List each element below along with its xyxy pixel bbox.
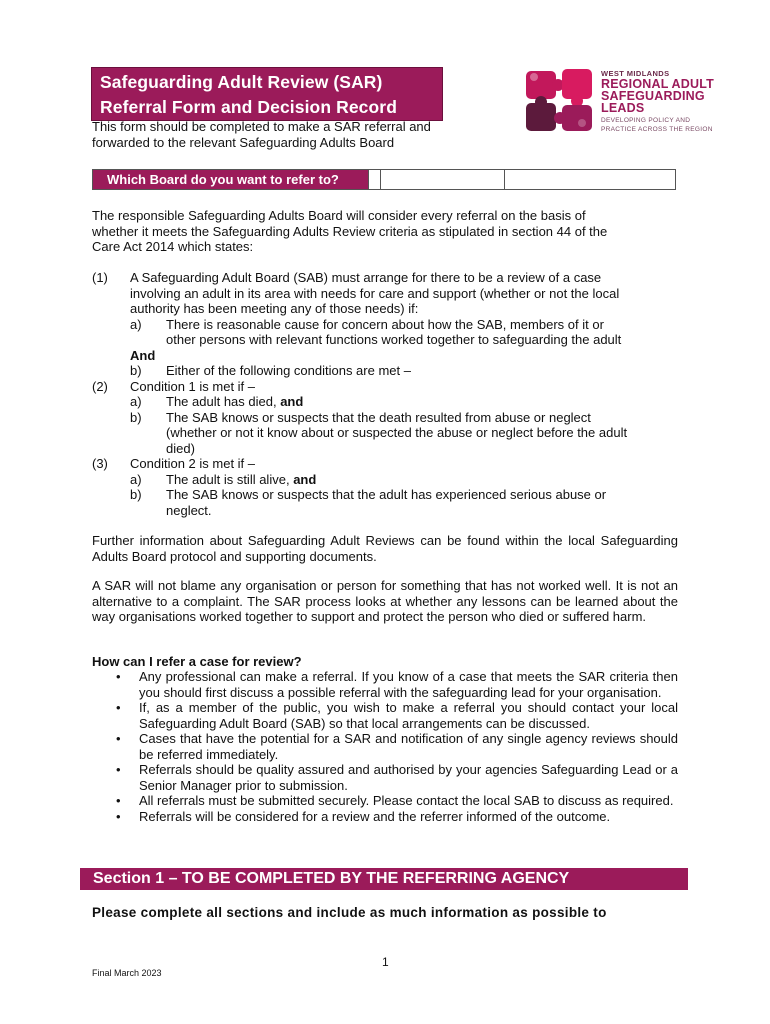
further-info-paragraph: Further information about Safeguarding Adult Reviews can be found within the local Safeguarding Adults Board protocol and supporting documents. bbox=[92, 533, 678, 564]
criteria-1a-marker: a) bbox=[130, 316, 142, 332]
criteria-1a-line2: other persons with relevant functions worked together to safeguarding the adult bbox=[166, 332, 622, 347]
document-title-line2: Referral Form and Decision Record bbox=[100, 97, 397, 117]
criteria-intro-line1: The responsible Safeguarding Adults Board will consider every referral on the basis of bbox=[92, 208, 586, 223]
criteria-2a-and: and bbox=[280, 394, 304, 409]
list-item bbox=[116, 809, 678, 825]
section-1-instruction: Please complete all sections and include as much information as possible to bbox=[92, 905, 607, 920]
criteria-1-line3: authority has been meeting any of those needs) if: bbox=[130, 301, 419, 316]
criteria-3-line1: Condition 2 is met if – bbox=[130, 456, 256, 471]
criteria-3a-and: and bbox=[293, 471, 317, 487]
bullet-text: All referrals must be submitted securely. Please contact the local SAB to discuss as required. bbox=[139, 793, 674, 808]
criteria-number-3: (3) bbox=[92, 456, 108, 471]
criteria-2a-text: The adult has died, bbox=[166, 394, 277, 409]
bullet-text: Referrals should be quality assured and authorised by your agencies Safeguarding Lead or a Senior Manager prior to submission. bbox=[139, 762, 678, 793]
criteria-2a-marker: a) bbox=[130, 394, 142, 409]
bullet-icon: • bbox=[116, 762, 121, 777]
bullet-icon: • bbox=[116, 793, 121, 808]
criteria-number-1: (1) bbox=[92, 270, 108, 285]
criteria-2b-line2: (whether or not it know about or suspected the abuse or neglect before the adult bbox=[166, 425, 628, 440]
criteria-number-2: (2) bbox=[92, 378, 108, 394]
criteria-1b-marker: b) bbox=[130, 363, 142, 378]
board-selection-table bbox=[92, 169, 676, 190]
board-cell-spacer bbox=[369, 170, 381, 189]
no-blame-paragraph: A SAR will not blame any organisation or person for something that has not worked well. It is not an alternative to a complaint. The SAR process looks at whether any lessons can be learned about the way organisations worked together to support and protect the person who died or suffered harm. bbox=[92, 578, 678, 624]
logo-line2: REGIONAL ADULT bbox=[601, 77, 714, 91]
logo-line4: LEADS bbox=[601, 101, 645, 115]
criteria-3b-line1: The SAB knows or suspects that the adult has experienced serious abuse or bbox=[166, 487, 607, 502]
bullet-icon: • bbox=[116, 669, 121, 684]
bullet-icon: • bbox=[116, 731, 121, 746]
intro-line2: forwarded to the relevant Safeguarding Adults Board bbox=[92, 135, 395, 150]
logo-tagline1: DEVELOPING POLICY AND bbox=[601, 117, 691, 124]
section-1-header bbox=[80, 868, 688, 890]
footer-version: Final March 2023 bbox=[92, 968, 162, 978]
puzzle-logo-icon bbox=[522, 67, 598, 135]
bullet-icon: • bbox=[116, 700, 121, 715]
list-item bbox=[116, 669, 678, 700]
bullet-icon: • bbox=[116, 808, 121, 824]
document-title-line1: Safeguarding Adult Review (SAR) bbox=[100, 72, 383, 92]
bullet-text: Cases that have the potential for a SAR and notification of any single agency reviews should be referred immediately. bbox=[139, 731, 678, 762]
section-1-title: Section 1 – TO BE COMPLETED BY THE REFERRING AGENCY bbox=[93, 870, 570, 887]
list-item bbox=[116, 731, 678, 762]
criteria-3b-marker: b) bbox=[130, 487, 142, 502]
criteria-2a-line1 bbox=[166, 394, 303, 410]
board-cell-extra[interactable] bbox=[505, 170, 675, 189]
criteria-3a-line1 bbox=[166, 472, 316, 488]
criteria-1b-line1: Either of the following conditions are met – bbox=[166, 363, 411, 378]
logo-text bbox=[601, 69, 714, 134]
board-answer-field[interactable] bbox=[381, 170, 505, 189]
criteria-1a-line1: There is reasonable cause for concern about how the SAB, members of it or bbox=[166, 316, 604, 332]
bullet-text: If, as a member of the public, you wish to make a referral you should contact your local Safeguarding Adult Board (SAB) so that local arrangements can be discussed. bbox=[139, 700, 678, 731]
intro-text bbox=[92, 119, 512, 151]
criteria-3a-marker: a) bbox=[130, 471, 142, 487]
criteria-2b-marker: b) bbox=[130, 409, 142, 425]
criteria-intro-line2: whether it meets the Safeguarding Adults Review criteria as stipulated in section 44 of the bbox=[92, 223, 608, 239]
criteria-2-line1: Condition 1 is met if – bbox=[130, 378, 256, 394]
page-number: 1 bbox=[382, 955, 389, 969]
how-to-bullet-list bbox=[116, 669, 678, 824]
criteria-intro bbox=[92, 208, 678, 255]
list-item bbox=[116, 793, 678, 809]
criteria-3b-line2: neglect. bbox=[166, 502, 212, 518]
logo-line3: SAFEGUARDING bbox=[601, 89, 705, 103]
board-question-label: Which Board do you want to refer to? bbox=[93, 170, 369, 189]
criteria-and-connector: And bbox=[130, 347, 156, 363]
how-to-heading: How can I refer a case for review? bbox=[92, 654, 302, 669]
bullet-text: Any professional can make a referral. If you know of a case that meets the SAR criteria then you should first discuss a possible referral with the safeguarding lead for your organisation. bbox=[139, 669, 678, 700]
criteria-1-line2: involving an adult in its area with needs for care and support (whether or not the local bbox=[130, 285, 620, 301]
criteria-2b-line3: died) bbox=[166, 440, 195, 456]
criteria-2b-line1: The SAB knows or suspects that the death resulted from abuse or neglect bbox=[166, 409, 591, 425]
list-item bbox=[116, 762, 678, 793]
intro-line1: This form should be completed to make a SAR referral and bbox=[92, 119, 431, 134]
criteria-3a-text: The adult is still alive, bbox=[166, 471, 290, 487]
logo-tagline2: PRACTICE ACROSS THE REGION bbox=[601, 126, 713, 133]
document-title-block bbox=[91, 67, 443, 121]
bullet-text: Referrals will be considered for a review and the referrer informed of the outcome. bbox=[139, 808, 611, 824]
criteria-1-line1: A Safeguarding Adult Board (SAB) must arrange for there to be a review of a case bbox=[130, 270, 602, 285]
list-item bbox=[116, 700, 678, 731]
criteria-intro-line3: Care Act 2014 which states: bbox=[92, 239, 254, 254]
logo-line1: WEST MIDLANDS bbox=[601, 69, 670, 78]
